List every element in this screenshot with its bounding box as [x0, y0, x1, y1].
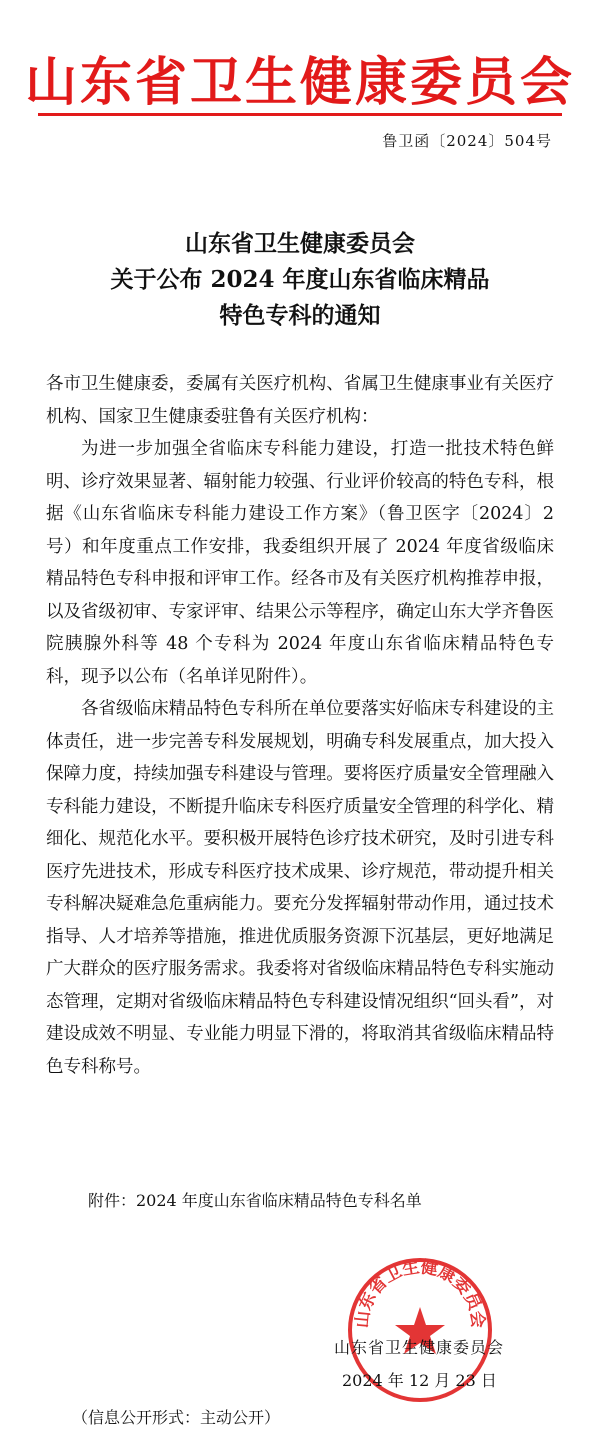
recipients-paragraph: 各市卫生健康委，委属有关医疗机构、省属卫生健康事业有关医疗机构、国家卫生健康委驻鲁有关医疗机构： — [46, 374, 554, 427]
disclosure-note: （信息公开形式：主动公开） — [72, 1408, 281, 1427]
notice-title — [0, 226, 600, 334]
issue-date: 2024 年 12 月 23 日 — [342, 1371, 497, 1390]
body-paragraph-1: 为进一步加强全省临床专科能力建设，打造一批技术特色鲜明、诊疗效果显著、辐射能力较强、行业评价较高的特色专科，根据《山东省临床专科能力建设工作方案》（鲁卫医字〔2024〕2号）和年度重点工作安排，我委组织开展了 2024 年度省级临床精品特色专科申报和评审工作。经各市及有关医疗机构推荐申报，以及省级初审、专家评审、结果公示等程序，确定山东大学齐鲁医院胰腺外科等 48 个专科为 2024 年度山东省临床精品特色专科，现予以公布（名单详见附件）。 — [46, 439, 554, 687]
issuing-authority-header: 山东省卫生健康委员会 — [24, 52, 575, 113]
notice-body — [46, 368, 554, 1083]
notice-title-line-2: 关于公布 2024 年度山东省临床精品 — [110, 266, 490, 293]
attachment-line: 附件：2024 年度山东省临床精品特色专科名单 — [88, 1191, 422, 1210]
svg-text:山东省卫生健康委员会: 山东省卫生健康委员会 — [352, 1257, 488, 1329]
issuer-name: 山东省卫生健康委员会 — [334, 1338, 505, 1357]
header-red-rule — [38, 113, 562, 116]
notice-title-line-1: 山东省卫生健康委员会 — [185, 230, 415, 257]
notice-title-line-3: 特色专科的通知 — [219, 302, 381, 329]
document-number: 鲁卫函〔2024〕504号 — [382, 132, 552, 150]
body-paragraph-2: 各省级临床精品特色专科所在单位要落实好临床专科建设的主体责任，进一步完善专科发展规划，明确专科发展重点，加大投入保障力度，持续加强专科建设与管理。要将医疗质量安全管理融入专科能力建设，不断提升临床专科医疗质量安全管理的科学化、精细化、规范化水平。要积极开展特色诊疗技术研究，及时引进专科医疗先进技术，形成专科医疗技术成果、诊疗规范，带动提升相关专科解决疑难急危重病能力。要充分发挥辐射带动作用，通过技术指导、人才培养等措施，推进优质服务资源下沉基层，更好地满足广大群众的医疗服务需求。我委将对省级临床精品特色专科实施动态管理，定期对省级临床精品特色专科建设情况组织“回头看”，对建设成效不明显、专业能力明显下滑的，将取消其省级临床精品特色专科称号。 — [46, 699, 554, 1077]
